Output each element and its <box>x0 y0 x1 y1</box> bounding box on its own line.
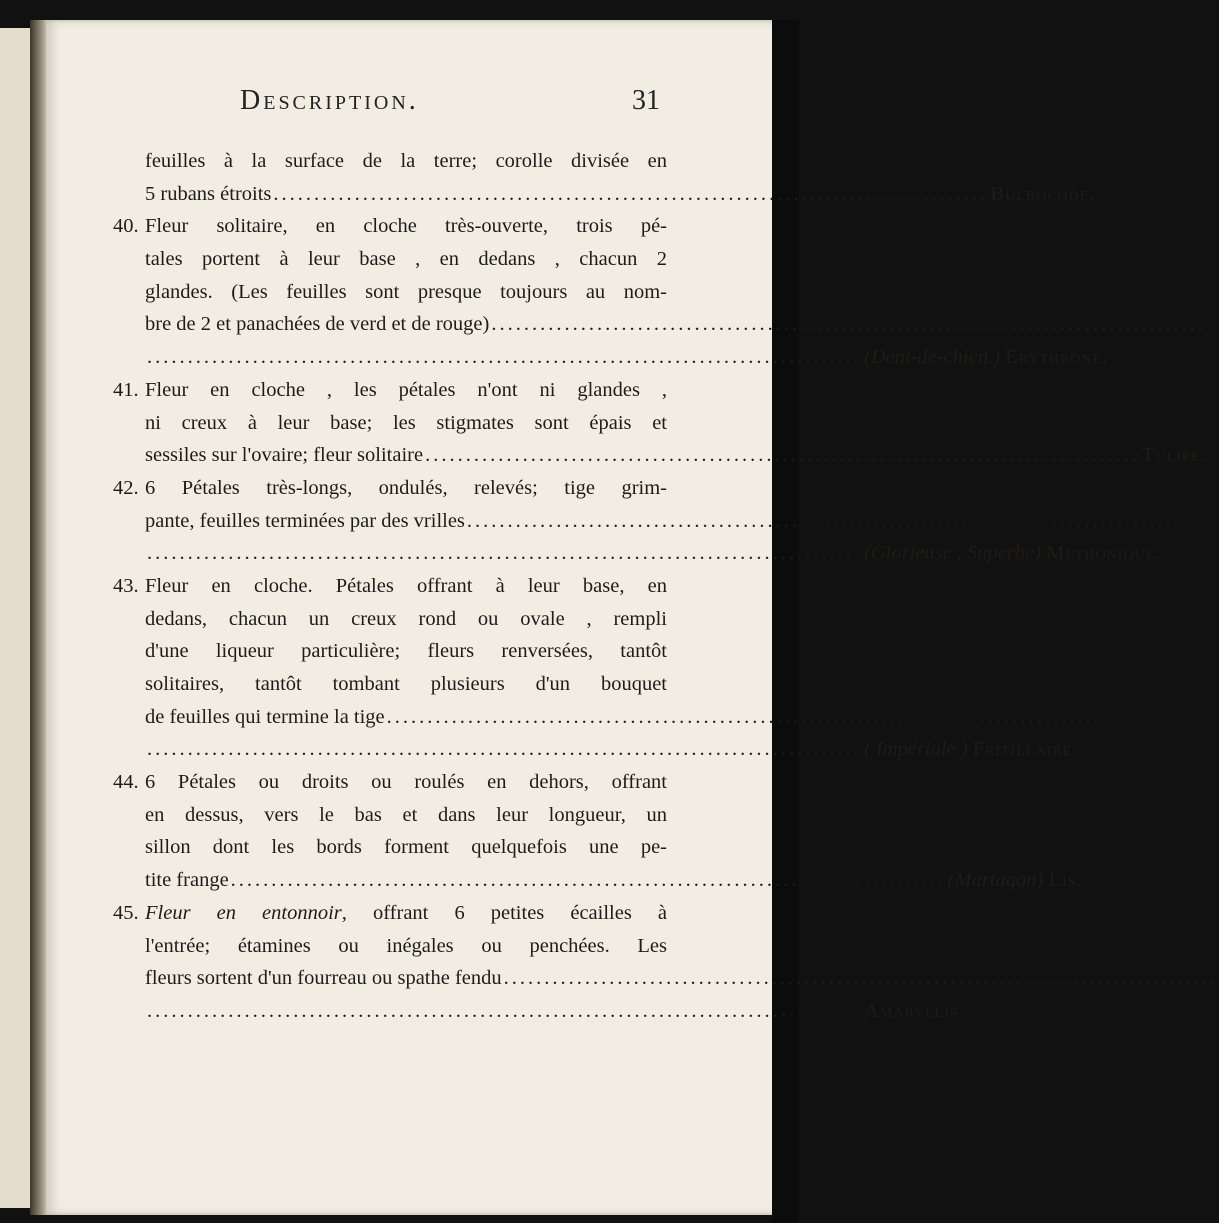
body-text <box>113 145 1207 1028</box>
common-name: ( Impériale ) <box>864 738 968 761</box>
entry-number: 45. <box>113 901 139 924</box>
text-line: sillon dont les bords forment quelquefois une pe- <box>145 836 667 859</box>
page-number: 31 <box>632 85 660 116</box>
leader-dots <box>387 701 1102 734</box>
leader-dots <box>425 439 1140 472</box>
text-line: glandes. (Les feuilles sont presque toujours au nom- <box>145 280 667 303</box>
text-line: bre de 2 et panachées de verd et de rouge) ..... <box>117 308 667 341</box>
text-line <box>117 733 1079 766</box>
common-name: (Dent-de-chien.) <box>864 346 1001 369</box>
text-line: pante, feuilles terminées par des vrilles ..... <box>117 505 667 538</box>
genus-name: Erythrone. <box>1005 346 1109 369</box>
leader-dots <box>147 733 862 766</box>
leader-dots <box>231 864 946 897</box>
entry-number: 42. <box>113 476 139 499</box>
entry-number: 44. <box>113 771 139 794</box>
leader-dots <box>467 505 1182 538</box>
genus-name: Lis. <box>1048 869 1083 892</box>
text-line <box>117 995 965 1028</box>
text-line: sessiles sur l'ovaire; fleur solitaire ..... Tulipe. <box>117 439 667 472</box>
common-name: (Martagon) <box>947 869 1044 892</box>
entry-42: 42. 6 Pétales très-longs, ondulés, relevés; tige grim- <box>117 472 667 505</box>
entry-43: 43. Fleur en cloche. Pétales offrant à leur base, en <box>117 570 667 603</box>
text-line: fleurs sortent d'un fourreau ou spathe fendu ..... <box>117 962 667 995</box>
text-line: de feuilles qui termine la tige ..... <box>117 701 667 734</box>
text-line: solitaires, tantôt tombant plusieurs d'un bouquet <box>145 673 667 695</box>
entry-number: 41. <box>113 378 139 401</box>
leader-dots <box>491 308 1206 341</box>
entry-40: 40. Fleur solitaire, en cloche très-ouverte, trois pé- <box>117 210 667 243</box>
text-line: l'entrée; étamines ou inégales ou penchées. Les <box>145 934 667 957</box>
common-name: (Glorieuse , Superbe) <box>864 542 1042 565</box>
genus-name: Méthonique. <box>1046 542 1162 565</box>
text-line: 5 rubans étroits ..... Bulbocode. <box>117 178 667 211</box>
genus-name: Amaryllis. <box>864 999 965 1022</box>
entry-41: 41. Fleur en cloche , les pétales n'ont ni glandes , <box>117 374 667 407</box>
text-line: feuilles à la surface de la terre; corolle divisée en <box>145 150 667 172</box>
leader-dots <box>504 962 1219 995</box>
running-title: Description. <box>240 85 419 116</box>
leader-dots <box>147 537 862 570</box>
text-line: tite frange ..... (Martagon) Lis. <box>117 864 667 897</box>
text-line <box>117 537 1162 570</box>
text-line: dedans, chacun un creux rond ou ovale , rempli <box>145 607 667 630</box>
entry-number: 40. <box>113 215 139 238</box>
running-header <box>240 85 660 125</box>
entry-number: 43. <box>113 574 139 597</box>
genus-name: Bulbocode. <box>990 182 1096 205</box>
text-line <box>117 341 1109 374</box>
leader-dots <box>273 178 988 211</box>
text-line: ni creux à leur base; les stigmates sont épais et <box>145 411 667 434</box>
leader-dots <box>147 341 862 374</box>
entry-45: 45. Fleur en entonnoir, offrant 6 petites écailles à <box>117 897 667 930</box>
genus-name: Tulipe. <box>1142 444 1207 467</box>
genus-name: Fritillaire. <box>972 738 1079 761</box>
entry-44: 44. 6 Pétales ou droits ou roulés en dehors, offrant <box>117 766 667 799</box>
text-line: en dessus, vers le bas et dans leur longueur, un <box>145 803 667 826</box>
text-line: tales portent à leur base , en dedans , chacun 2 <box>145 248 667 271</box>
text-line: d'une liqueur particulière; fleurs renversées, tantôt <box>145 640 667 663</box>
leader-dots <box>147 995 862 1028</box>
